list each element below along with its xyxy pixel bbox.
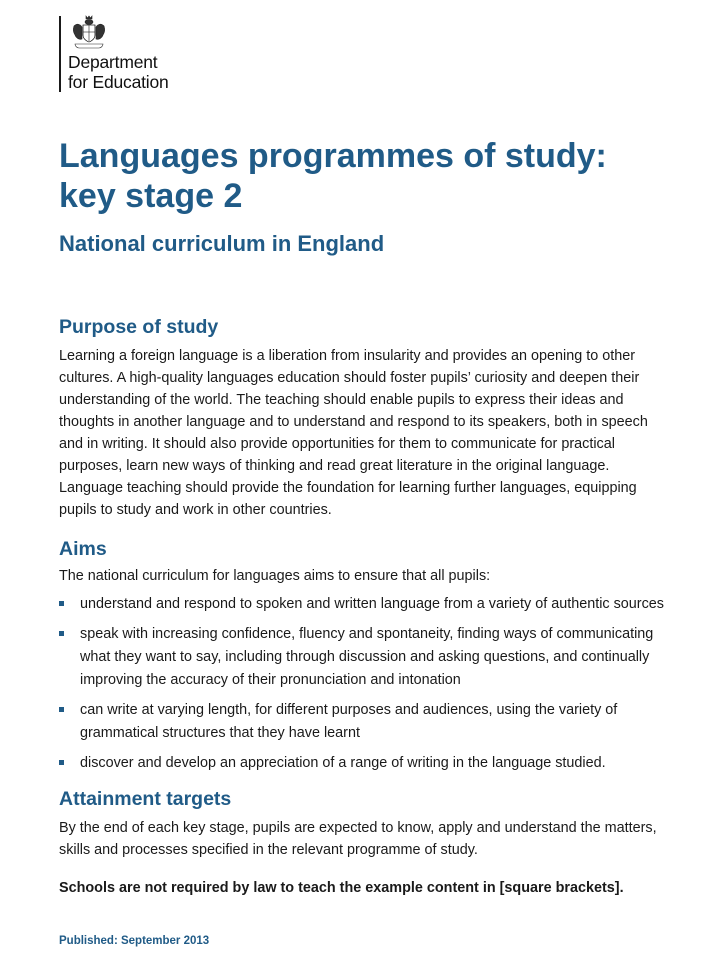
aims-list bbox=[59, 593, 669, 775]
aims-list-item bbox=[59, 752, 669, 775]
bullet-icon bbox=[59, 760, 64, 765]
logo-divider bbox=[59, 16, 61, 92]
bullet-icon bbox=[59, 601, 64, 606]
aims-section bbox=[59, 537, 669, 775]
document-title bbox=[59, 136, 679, 216]
aims-list-item bbox=[59, 623, 669, 692]
department-logo bbox=[59, 14, 259, 94]
aims-item-text: understand and respond to spoken and written language from a variety of authentic sources bbox=[80, 596, 664, 612]
title-line2: key stage 2 bbox=[59, 177, 243, 215]
purpose-heading: Purpose of study bbox=[59, 316, 219, 338]
document-body bbox=[59, 315, 669, 899]
document-subtitle: National curriculum in England bbox=[59, 231, 385, 256]
aims-list-item bbox=[59, 593, 669, 616]
attainment-paragraph: By the end of each key stage, pupils are expected to know, apply and understand the matters, skills and processes specified in the relevant programme of study. bbox=[59, 820, 657, 858]
attainment-heading: Attainment targets bbox=[59, 788, 232, 810]
purpose-section bbox=[59, 315, 669, 521]
aims-item-text: speak with increasing confidence, fluency and spontaneity, finding ways of communicating what they want to say, including through discussion and asking questions, and continually improving the accuracy of their pronunciation and intonation bbox=[80, 626, 654, 688]
bullet-icon bbox=[59, 707, 64, 712]
royal-coat-of-arms-icon bbox=[69, 14, 109, 52]
aims-item-text: discover and develop an appreciation of a range of writing in the language studied. bbox=[80, 755, 606, 771]
aims-list-item bbox=[59, 699, 669, 745]
purpose-paragraph: Learning a foreign language is a liberation from insularity and provides an opening to other cultures. A high-quality languages education should foster pupils’ curiosity and deepen their understanding of the world. The teaching should enable pupils to express their ideas and thoughts in another language and to understand and respond to its speakers, both in speech and in writing. It should also provide opportunities for them to communicate for practical purposes, learn new ways of thinking and read great literature in the original language. Language teaching should provide the foundation for learning further languages, equipping pupils to study and work in other countries. bbox=[59, 348, 648, 518]
organisation-name bbox=[68, 52, 169, 92]
attainment-section bbox=[59, 787, 669, 899]
aims-item-text: can write at varying length, for different purposes and audiences, using the variety of grammatical structures that they have learnt bbox=[80, 702, 618, 741]
published-date: Published: September 2013 bbox=[59, 935, 210, 947]
square-brackets-note: Schools are not required by law to teach the example content in [square brackets]. bbox=[59, 880, 624, 896]
title-line1: Languages programmes of study: bbox=[59, 137, 607, 175]
bullet-icon bbox=[59, 631, 64, 636]
org-name-line2: for Education bbox=[68, 72, 169, 92]
org-name-line1: Department bbox=[68, 52, 158, 72]
aims-intro: The national curriculum for languages aims to ensure that all pupils: bbox=[59, 568, 491, 584]
aims-heading: Aims bbox=[59, 538, 107, 560]
